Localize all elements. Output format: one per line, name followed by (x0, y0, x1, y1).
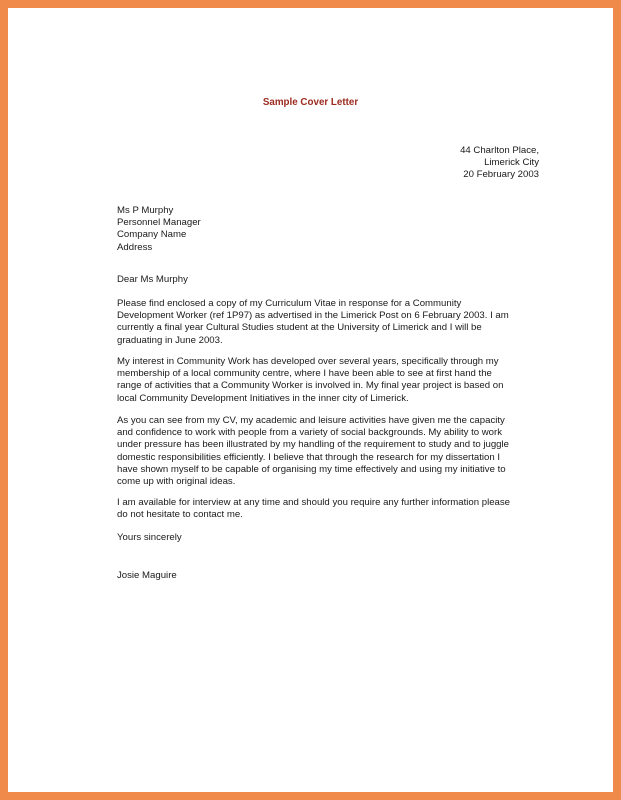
letter-date: 20 February 2003 (463, 169, 539, 181)
letter-title: Sample Cover Letter (262, 97, 359, 108)
body-paragraph (117, 415, 547, 488)
paragraph-line: As you can see from my CV, my academic and leisure activities have given me the capacity (117, 415, 505, 426)
paragraph-line: I am available for interview at any time and should you require any further information please (117, 497, 511, 508)
paragraph-line: domestic responsibilities efficiently. I believe that through the research for my dissertation I (117, 451, 501, 463)
closing: Yours sincerely (117, 532, 182, 543)
recipient-title: Personnel Manager (117, 217, 201, 229)
body-paragraph (117, 298, 547, 347)
paragraph-line: come up with original ideas. (117, 476, 236, 488)
paragraph-line: under pressure has been illustrated by my handling of the requirement to study and to juggle (117, 439, 509, 451)
paragraph-line: currently a final year Cultural Studies student at the University of Limerick and I will be (117, 322, 482, 334)
recipient-address (117, 205, 201, 254)
paragraph-line: membership of a local community centre, where I have been able to see at first hand the (117, 368, 492, 380)
paragraph-line: do not hesitate to contact me. (117, 509, 243, 521)
recipient-company: Company Name (117, 229, 187, 241)
salutation: Dear Ms Murphy (117, 274, 188, 285)
paragraph-line: My interest in Community Work has developed over several years, specifically through my (117, 356, 499, 367)
sender-address-line: Limerick City (484, 157, 539, 169)
paragraph-line: and confidence to work with people from a variety of social backgrounds. My ability to work (117, 427, 503, 439)
sender-address (460, 145, 539, 182)
paragraph-line: have shown myself to be capable of organising my time effectively and using my initiative to (117, 463, 506, 475)
paragraph-line: graduating in June 2003. (117, 334, 223, 346)
paragraph-line: local Community Development Initiatives in the inner city of Limerick. (117, 392, 409, 404)
recipient-name: Ms P Murphy (117, 205, 174, 216)
paragraph-line: Please find enclosed a copy of my Curriculum Vitae in response for a Community (117, 298, 462, 309)
body-paragraph (117, 497, 547, 521)
recipient-address-line: Address (117, 241, 153, 253)
signature-name: Josie Maguire (117, 570, 177, 581)
paragraph-line: range of activities that a Community Worker is involved in. My final year project is based on (117, 380, 504, 392)
body-paragraph (117, 356, 547, 405)
sender-address-line: 44 Charlton Place, (460, 145, 539, 156)
paragraph-line: Development Worker (ref 1P97) as advertised in the Limerick Post on 6 February 2003. I am (117, 310, 509, 322)
